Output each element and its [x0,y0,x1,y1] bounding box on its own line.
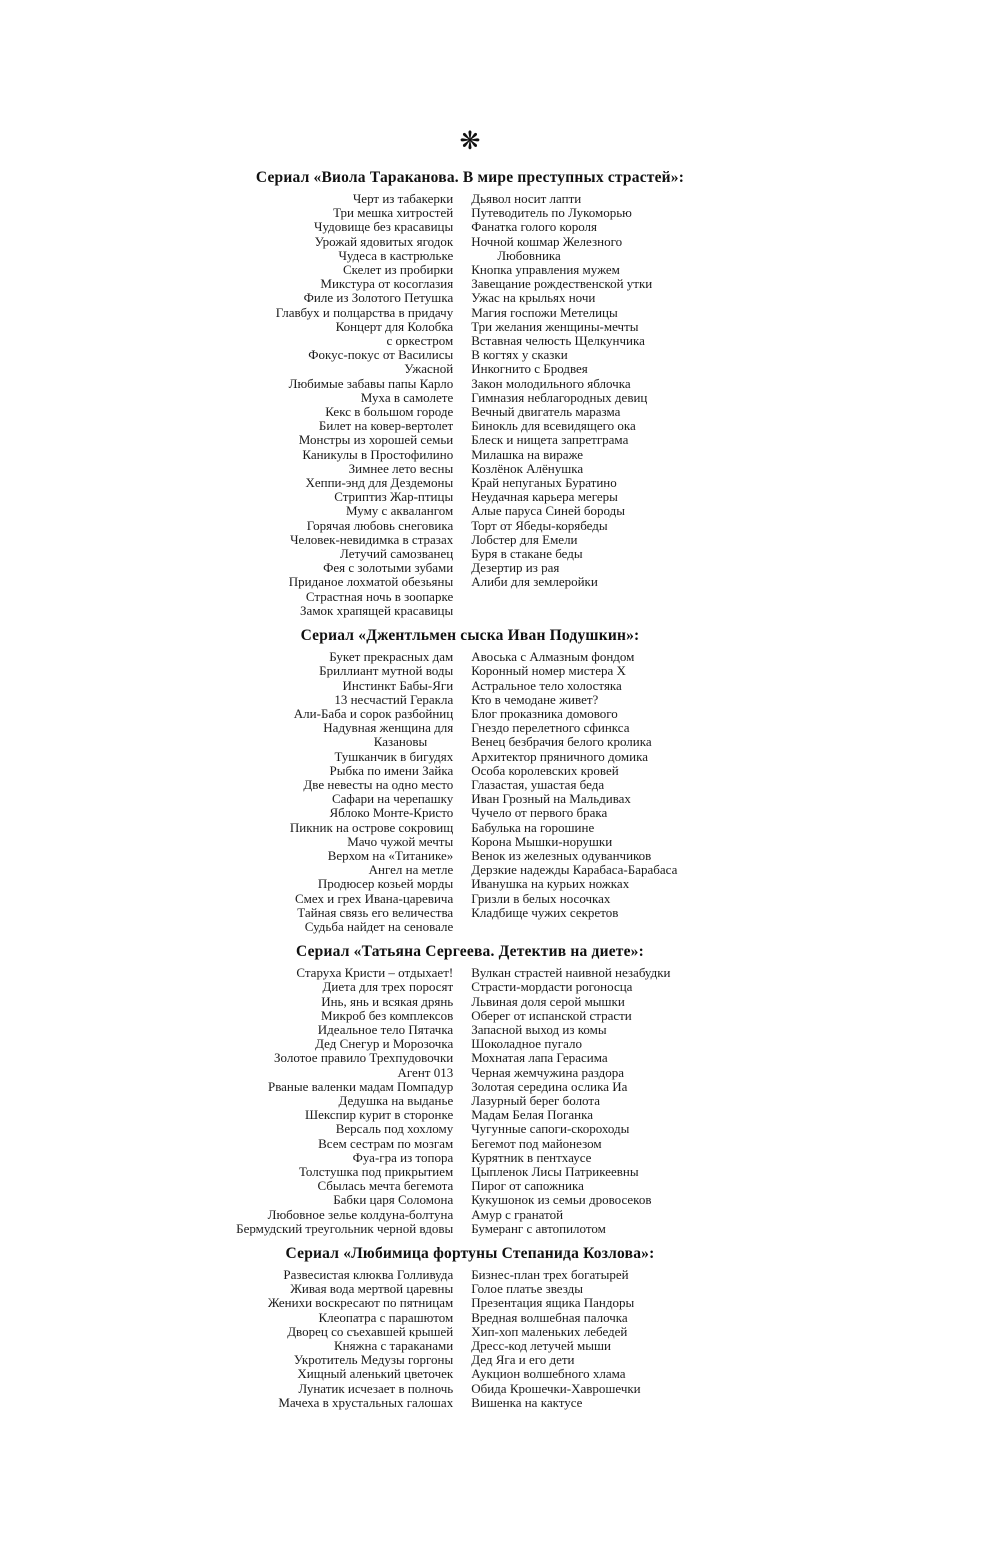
book-title: Тайная связь его величества [297,904,454,920]
book-title: Алиби для землеройки [471,574,598,590]
book-title: Бабки царя Соломона [333,1192,454,1208]
book-title: Запасной выход из комы [471,1021,607,1037]
book-title: Бабулька на горошине [471,819,595,835]
book-title: Концерт для Колобка [335,318,454,334]
book-title: Путеводитель по Лукоморью [471,205,632,221]
left-column [140,1268,453,1410]
book-title: Хищный аленький цветочек [297,1366,454,1382]
book-title: Козлёнок Алёнушка [471,460,584,476]
book-title: Скелет из пробирки [342,262,454,278]
book-title: Аукцион волшебного хлама [471,1366,626,1382]
book-title: Инь, янь и всякая дрянь [321,993,454,1009]
flower-ornament-icon: ❋ [459,126,481,155]
book-title: Черная жемчужина раздора [471,1064,625,1080]
book-title: Человек-невидимка в стразах [290,531,454,547]
series-section [140,169,800,618]
book-title: Казановы [373,734,454,750]
book-title: Агент 013 [397,1064,454,1080]
right-column [453,966,800,1236]
book-title: Лазурный берег болота [471,1092,600,1108]
book-title: Дедушка на выданье [338,1092,454,1108]
book-title: В когтях у сказки [471,347,568,363]
book-title: Пикник на острове сокровищ [289,819,454,835]
book-title: Цыпленок Лисы Патрикеевны [471,1164,639,1179]
book-title: Рыбка по имени Зайка [329,762,454,778]
book-title: Дворец со съехавшей крышей [287,1323,454,1339]
book-title: Судьба найдет на сеновале [304,918,454,934]
book-title: Дресс-код летучей мыши [471,1338,611,1354]
book-title: Любимые забавы папы Карло [288,375,454,391]
book-title: Развесистая клюква Голливуда [283,1267,454,1283]
book-title: Фокус-покус от Василисы [308,347,454,363]
book-title: Али-Баба и сорок разбойниц [293,705,454,721]
book-title: Клеопатра с парашютом [318,1309,454,1325]
book-title: Инкогнито с Бродвея [471,361,588,377]
book-title: Черт из табакерки [352,191,454,206]
book-title: Стриптиз Жар-птицы [334,489,454,505]
book-title: Всем сестрам по мозгам [318,1135,454,1151]
book-title: Мачо чужой мечты [347,833,454,849]
book-title: Край непуганых Буратино [471,475,617,491]
book-title: Блог проказника домового [471,705,618,721]
book-title: Венок из железных одуванчиков [471,847,652,863]
book-title: Бермудский треугольник черной вдовы [236,1220,454,1236]
book-title: Фуа-гра из топора [352,1149,454,1165]
book-title: Дед Снегур и Морозочка [315,1036,454,1052]
book-title: Горячая любовь снеговика [306,517,454,533]
book-title: Астральное тело холостяка [471,677,622,693]
book-title: Сбылась мечта бегемота [317,1178,454,1194]
book-title: Мадам Белая Поганка [471,1107,593,1123]
book-title: Верхом на «Титанике» [327,847,454,863]
book-title: Чучело от первого брака [471,805,608,821]
book-title: Магия госпожи Метелицы [471,304,618,320]
book-title: Фея с золотыми зубами [323,560,454,576]
book-title: Золотое правило Трехпудовочки [273,1050,454,1066]
book-title: 13 несчастий Геракла [334,691,454,707]
series-heading: Сериал «Татьяна Сергеева. Детектив на диете»: [296,943,644,961]
book-title: Кладбище чужих секретов [471,904,619,920]
book-title: Бегемот под майонезом [471,1135,602,1151]
book-title: Муму с аквалангом [346,503,454,519]
book-title: Страстная ночь в зоопарке [305,588,454,604]
book-title: Гимназия неблагородных девиц [471,389,648,405]
book-title: Урожай ядовитых ягодок [314,233,454,249]
book-title: Завещание рождественской утки [471,276,653,292]
book-title: Две невесты на одно место [303,776,454,792]
book-title: Блеск и нищета запретграма [471,432,629,448]
series-heading: Сериал «Джентльмен сыска Иван Подушкин»: [300,627,640,645]
book-title: Микроб без комплексов [321,1007,454,1023]
book-title: Ужас на крыльях ночи [471,290,596,306]
right-column [453,192,800,618]
book-title: Монстры из хорошей семьи [298,432,454,448]
book-title: Букет прекрасных дам [329,649,454,665]
book-title: Диета для трех поросят [322,979,454,995]
book-title: Укротитель Медузы горгоны [293,1352,454,1368]
book-title: Гризли в белых носочках [471,890,611,906]
book-title: Вредная волшебная палочка [471,1309,628,1325]
book-title: Рваные валенки мадам Помпадур [267,1078,454,1094]
series-heading: Сериал «Виола Тараканова. В мире преступных страстей»: [255,169,685,186]
title-columns [140,650,800,934]
book-title: Львиная доля серой мышки [471,993,625,1009]
book-title: Архитектор пряничного домика [471,748,648,764]
book-title: Страсти-мордасти рогоносца [471,979,633,995]
book-title: Шоколадное пугало [471,1036,582,1052]
title-columns [140,1268,800,1410]
book-title: Мохнатая лапа Герасима [471,1050,608,1066]
book-title: Лунатик исчезает в полночь [298,1380,454,1396]
right-column [453,650,800,934]
book-title: Кукушонок из семьи дровосеков [471,1192,652,1208]
book-title: Тушканчик в бигудях [334,748,454,764]
book-title: Вулкан страстей наивной незабудки [471,965,671,981]
left-column [140,650,453,934]
book-title: Зимнее лето весны [348,460,454,476]
book-title: Каникулы в Простофилино [302,446,454,462]
series-sections [140,169,800,1410]
book-title: Приданое лохматой обезьяны [288,574,454,590]
book-title: Бизнес-план трех богатырей [471,1267,629,1283]
book-title: Закон молодильного яблочка [471,375,631,391]
book-title: Хеппи-энд для Дездемоны [305,475,454,491]
book-title: Муха в самолете [360,389,454,405]
book-title: Пирог от сапожника [471,1178,584,1194]
book-title: Кекс в большом городе [325,404,454,420]
book-title: Три желания женщины-мечты [471,318,639,334]
book-title: Шекспир курит в сторонке [305,1107,454,1123]
book-title: Ужасной [404,361,454,377]
book-title: Хип-хоп маленьких лебедей [471,1323,628,1339]
book-title: Дед Яга и его дети [471,1352,575,1368]
book-title: Венец безбрачия белого кролика [471,734,652,750]
book-title: Иван Грозный на Мальдивах [471,791,631,807]
book-title: Версаль под хохлому [335,1121,454,1137]
book-title: Курятник в пентхаусе [471,1149,592,1165]
book-title: Главбух и полцарства в придачу [275,304,454,320]
book-title: Филе из Золотого Петушка [303,290,454,306]
book-title: Вечный двигатель маразма [471,404,621,420]
book-title: Чудеса в кастрюльке [338,247,454,263]
book-title: Яблоко Монте-Кристо [329,805,454,821]
book-title: Смех и грех Ивана-царевича [295,890,454,906]
book-title: Ангел на метле [368,862,454,878]
book-title: Лобстер для Емели [471,531,578,547]
book-title: Вишенка на кактусе [471,1394,583,1410]
book-title: Чудовище без красавицы [314,219,454,235]
book-title: Летучий самозванец [340,546,454,562]
book-title: Кнопка управления мужем [471,262,620,278]
book-title: Вставная челюсть Щелкунчика [471,333,645,349]
book-title: Гнездо перелетного сфинкса [471,720,630,736]
book-title: Продюсер козьей морды [317,876,454,892]
book-title: Торт от Ябеды-корябеды [471,517,608,533]
book-title: Глазастая, ушастая беда [471,776,605,792]
book-title: Замок храпящей красавицы [300,602,454,618]
book-title: Оберег от испанской страсти [471,1007,632,1023]
book-title: Амур с гранатой [471,1206,564,1222]
title-columns [140,192,800,618]
book-title: Дезертир из рая [471,560,560,576]
title-columns [140,966,800,1236]
book-title: Особа королевских кровей [471,762,619,778]
book-title: Три мешка хитростей [333,205,454,221]
book-title: Сафари на черепашку [331,791,454,807]
book-title: Бинокль для всевидящего ока [471,418,636,434]
book-title: с оркестром [386,333,454,349]
book-title: Милашка на вираже [471,446,584,462]
book-title: Иванушка на курьих ножках [471,876,630,892]
book-title: Ночной кошмар Железного [471,233,623,249]
book-title: Любовника [471,247,561,263]
book-title: Золотая середина ослика Иа [471,1078,628,1094]
right-column [453,1268,800,1410]
book-title: Дерзкие надежды Карабаса-Барабаса [471,862,678,878]
book-title: Кто в чемодане живет? [471,691,599,707]
book-title: Билет на ковер-вертолет [318,418,454,434]
book-title: Бумеранг с автопилотом [471,1220,606,1236]
book-title: Буря в стакане беды [471,546,583,562]
book-title: Любовное зелье колдуна-болтуна [267,1206,454,1222]
left-column [140,192,453,618]
series-section [140,943,800,1236]
book-title: Обида Крошечки-Хаврошечки [471,1380,641,1396]
book-title: Старуха Кристи – отдыхает! [296,965,454,981]
book-title: Живая вода мертвой царевны [290,1281,454,1297]
book-title: Авоська с Алмазным фондом [471,649,635,665]
book-title: Инстинкт Бабы-Яги [342,677,454,693]
book-title: Алые паруса Синей бороды [471,503,626,519]
book-title: Чугунные сапоги-скороходы [471,1121,630,1137]
series-heading: Сериал «Любимица фортуны Степанида Козлова»: [285,1245,655,1263]
book-title: Бриллиант мутной воды [319,663,454,679]
book-title: Идеальное тело Пятачка [317,1021,454,1037]
book-title: Дьявол носит лапти [471,191,582,206]
book-title: Презентация ящика Пандоры [471,1295,635,1311]
book-title: Микстура от косоглазия [320,276,454,292]
series-section [140,1245,800,1410]
book-title: Голое платье звезды [471,1281,583,1297]
book-title: Надувная женщина для [323,720,454,736]
book-title: Женихи воскресают по пятницам [267,1295,454,1311]
book-title: Коронный номер мистера Х [471,663,626,679]
book-title: Неудачная карьера мегеры [471,489,618,505]
book-title: Мачеха в хрустальных галошах [278,1394,454,1410]
book-title: Толстушка под прикрытием [298,1164,454,1179]
book-title: Корона Мышки-норушки [471,833,613,849]
left-column [140,966,453,1236]
book-title: Фанатка голого короля [471,219,598,235]
series-section [140,627,800,934]
page-content [140,128,800,1410]
book-title: Княжна с тараканами [333,1338,454,1354]
